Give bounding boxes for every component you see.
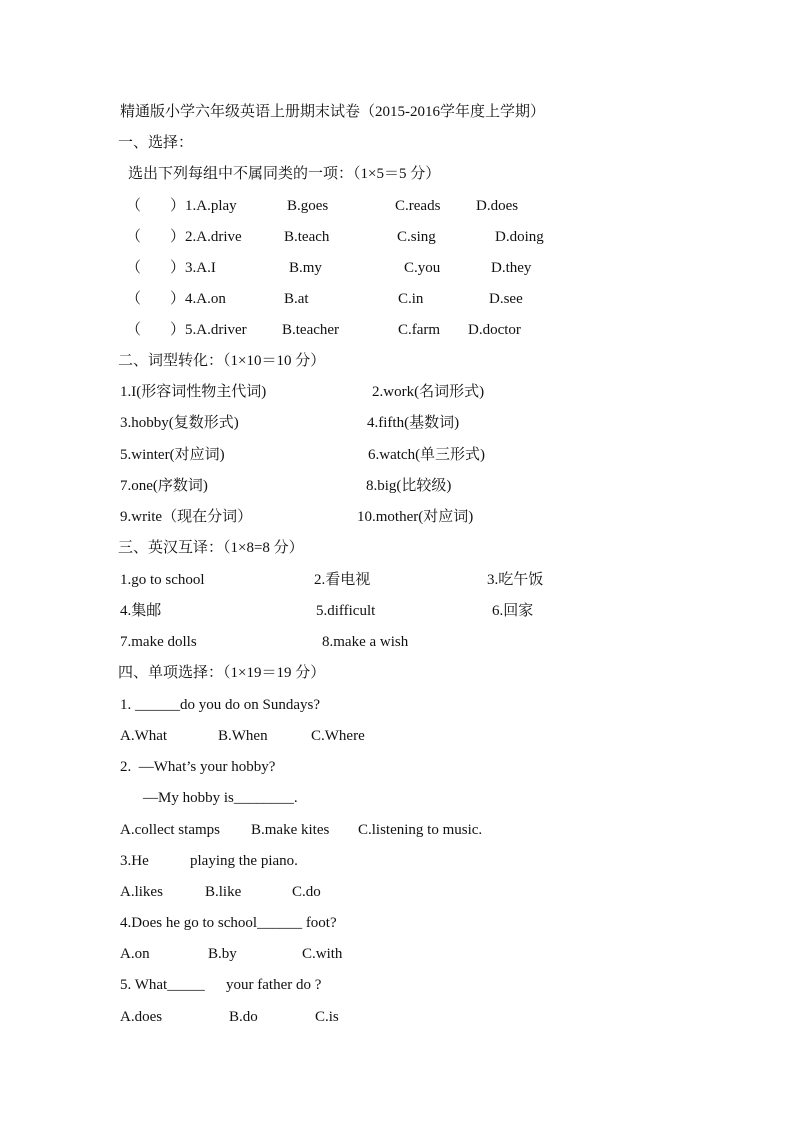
option: C.reads bbox=[395, 198, 441, 214]
option: B.my bbox=[289, 260, 322, 276]
section-4-heading: 四、单项选择：（1×19＝19 分） bbox=[118, 665, 326, 681]
option: A.What bbox=[120, 728, 168, 744]
question: your father do ? bbox=[226, 977, 322, 993]
option: ）2.A.drive bbox=[170, 229, 242, 245]
option: C.Where bbox=[311, 728, 365, 744]
option: D.does bbox=[476, 198, 519, 214]
option: B.goes bbox=[287, 198, 329, 214]
option: B.make kites bbox=[251, 822, 330, 838]
option: C.sing bbox=[397, 229, 436, 245]
option: C.with bbox=[302, 946, 343, 962]
option: C.do bbox=[292, 884, 321, 900]
section-2-heading: 二、词型转化：（1×10＝10 分） bbox=[118, 353, 326, 369]
item: 5.difficult bbox=[316, 603, 376, 619]
section-3-heading: 三、英汉互译：（1×8=8 分） bbox=[118, 540, 304, 556]
question: 5. What_____ bbox=[120, 977, 205, 993]
item: 6.watch(单三形式) bbox=[368, 447, 486, 463]
option: C.farm bbox=[398, 322, 441, 338]
question: 1. ______do you do on Sundays? bbox=[120, 697, 320, 713]
option: D.see bbox=[489, 291, 523, 307]
option: ）5.A.driver bbox=[170, 322, 247, 338]
option: D.doing bbox=[495, 229, 544, 245]
option: B.like bbox=[205, 884, 242, 900]
section-1-heading: 一、选择： bbox=[118, 135, 194, 151]
option: A.collect stamps bbox=[120, 822, 220, 838]
item: 7.one(序数词) bbox=[120, 478, 208, 494]
option: C.is bbox=[315, 1009, 339, 1025]
question: 3.He bbox=[120, 853, 149, 869]
item: 3.hobby(复数形式) bbox=[120, 415, 239, 431]
option: C.listening to music. bbox=[358, 822, 483, 838]
option: ）3.A.I bbox=[170, 260, 216, 276]
page-title: 精通版小学六年级英语上册期末试卷（2015-2016学年度上学期） bbox=[120, 104, 545, 120]
option: B.teach bbox=[284, 229, 330, 245]
option: B.by bbox=[208, 946, 237, 962]
option: ）4.A.on bbox=[170, 291, 226, 307]
item: 5.winter(对应词) bbox=[120, 447, 225, 463]
option: D.doctor bbox=[468, 322, 521, 338]
item: 6.回家 bbox=[492, 603, 534, 619]
item: 4.fifth(基数词) bbox=[367, 415, 460, 431]
option: B.do bbox=[229, 1009, 258, 1025]
option: C.in bbox=[398, 291, 424, 307]
question: 2. —What’s your hobby? bbox=[120, 759, 276, 775]
item: 8.big(比较级) bbox=[366, 478, 452, 494]
option: A.likes bbox=[120, 884, 163, 900]
item: 2.work(名词形式) bbox=[372, 384, 485, 400]
option: A.on bbox=[120, 946, 150, 962]
option: ）1.A.play bbox=[170, 198, 237, 214]
item: 2.看电视 bbox=[314, 572, 371, 588]
option: B.teacher bbox=[282, 322, 340, 338]
item: 9.write（现在分词） bbox=[120, 509, 253, 525]
answer-bracket: （ bbox=[126, 260, 142, 276]
option: A.does bbox=[120, 1009, 163, 1025]
question: 4.Does he go to school______ foot? bbox=[120, 915, 337, 931]
option: B.at bbox=[284, 291, 309, 307]
item: 4.集邮 bbox=[120, 603, 162, 619]
answer-bracket: （ bbox=[126, 198, 142, 214]
item: 3.吃午饭 bbox=[487, 572, 544, 588]
option: D.they bbox=[491, 260, 532, 276]
question: —My hobby is________. bbox=[143, 790, 298, 806]
option: C.you bbox=[404, 260, 441, 276]
section-1-instruction: 选出下列每组中不属同类的一项：（1×5＝5 分） bbox=[128, 166, 441, 182]
item: 8.make a wish bbox=[322, 634, 409, 650]
answer-bracket: （ bbox=[126, 229, 142, 245]
item: 1.I(形容词性物主代词) bbox=[120, 384, 267, 400]
question: playing the piano. bbox=[190, 853, 298, 869]
option: B.When bbox=[218, 728, 268, 744]
item: 10.mother(对应词) bbox=[357, 509, 474, 525]
answer-bracket: （ bbox=[126, 322, 142, 338]
item: 7.make dolls bbox=[120, 634, 197, 650]
answer-bracket: （ bbox=[126, 291, 142, 307]
item: 1.go to school bbox=[120, 572, 205, 588]
